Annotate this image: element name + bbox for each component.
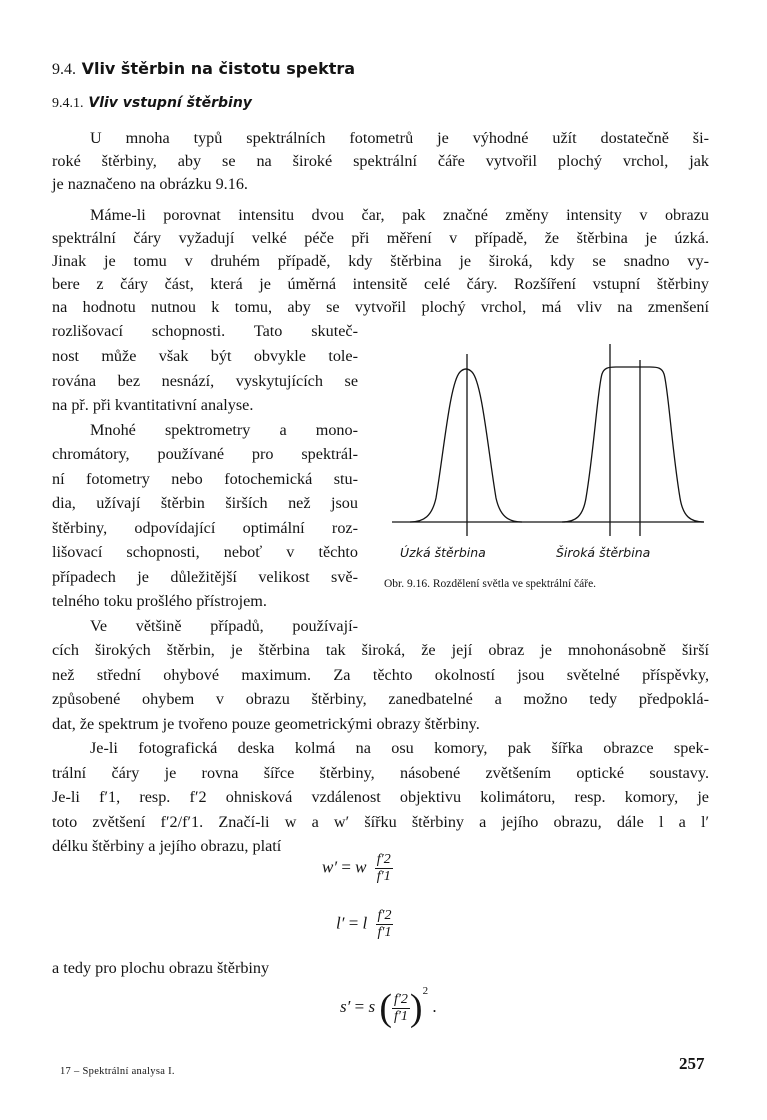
text-line: dat, že spektrum je tvořeno pouze geometrickými obrazy štěrbiny. [52,715,480,733]
text-line: rozlišovací schopnosti. Tato skuteč- [52,322,358,340]
line-profile-diagram [390,340,710,540]
equation-s: s′ = s ( $\frac{f'2}{f'1}$ )$^2$ . [340,985,437,1030]
text-line: ní fotometry nebo fotochemická stu- [52,470,358,488]
text-line: Mnohé spektrometry a mono- [90,421,358,439]
section-heading [52,59,355,79]
page-number: 257 [679,1054,705,1073]
equation-l: l′ = l $\frac{f'2}{f'1}$ [336,908,392,940]
figure-9-16 [390,340,710,545]
text-line: rována bez nesnází, vyskytujících se [52,372,358,390]
text-line: je naznačeno na obrázku 9.16. [52,175,248,193]
fraction: $\frac{f'2}{f'1}$ [377,908,392,940]
text-line: štěrbiny, odpovídající optimální roz- [52,519,358,537]
text-line: Ve většině případů, používají- [90,617,358,635]
figure-caption: Obr. 9.16. Rozdělení světla ve spektrální čáře. [384,578,597,590]
text-line: dia, užívají štěrbin širších než jsou [52,494,358,512]
left-paren: ( [379,987,392,1030]
text-line: než střední ohybové maximum. Za těchto okolností jsou světelné příspěvky, [52,666,709,684]
text-line: případech je důležitější velikost svě- [52,568,358,586]
text-line: délku štěrbiny a jejího obrazu, platí [52,837,282,855]
text-line: roké štěrbiny, aby se na široké spektrální čáře vytvořil plochý vrchol, jak [52,152,709,170]
text-line: na hodnotu nutnou k tomu, aby se vytvořil plochý vrchol, má vliv na zmenšení [52,298,709,316]
text-line: Jinak je tomu v druhém případě, kdy štěrbina je široká, kdy se snadno vy- [52,252,709,270]
narrow-slit-curve [410,369,522,522]
section-title: Vliv štěrbin na čistotu spektra [81,59,356,78]
text-line: lišovací schopnosti, neboť v těchto [52,543,358,561]
text-line: toto zvětšení f′2/f′1. Značí-li w a w′ šířku štěrbiny a jejího obrazu, dále l a l′ [52,813,709,831]
footer-signature: 17 – Spektrální analysa I. [60,1066,175,1077]
text-line: způsobené ohybem v obrazu štěrbiny, zanedbatelné a možno tedy předpoklá- [52,690,709,708]
equation-w: w′ = w $\frac{f'2}{f'1}$ [322,852,391,884]
label-narrow-slit: Úzká štěrbina [400,545,486,560]
subsection-number: 9.4.1. [52,96,84,111]
right-paren: ) [409,987,423,1030]
text-line: trální čáry je rovna šířce štěrbiny, násobené zvětšením optické soustavy. [52,764,709,782]
text-line: bere z čáry část, která je úměrná intensitě celé čáry. Rozšíření vstupní štěrbiny [52,275,709,293]
text-line: na př. při kvantitativní analyse. [52,396,254,414]
section-number: 9.4. [52,61,76,78]
text-line: telného toku prošlého přístrojem. [52,592,267,610]
text-line: spektrální čáry vyžadují velké péče při měření v případě, že štěrbina je úzká. [52,229,709,247]
text-line: Je-li f′1, resp. f′2 ohnisková vzdálenost objektivu kolimátoru, resp. komory, je [52,788,709,806]
text-line: a tedy pro plochu obrazu štěrbiny [52,959,270,977]
wide-slit-curve [562,367,704,522]
text-line: Je-li fotografická deska kolmá na osu komory, pak šířka obrazce spek- [90,739,709,757]
subsection-title: Vliv vstupní štěrbiny [88,95,252,111]
text-line: chromátory, používané pro spektrál- [52,445,358,463]
text-line: Máme-li porovnat intensitu dvou čar, pak značné změny intensity v obrazu [90,206,709,224]
label-wide-slit: Široká štěrbina [556,545,651,560]
fraction: $\frac{f'2}{f'1}$ [376,852,391,884]
subsection-heading [52,95,252,112]
fraction: $\frac{f'2}{f'1}$ [393,991,408,1024]
text-line: nost může však být obvykle tole- [52,347,358,365]
text-line: cích širokých štěrbin, je štěrbina tak široká, že její obraz je mnohonásobně širší [52,641,709,659]
text-line: U mnoha typů spektrálních fotometrů je výhodné užít dostatečně ši- [90,129,709,147]
